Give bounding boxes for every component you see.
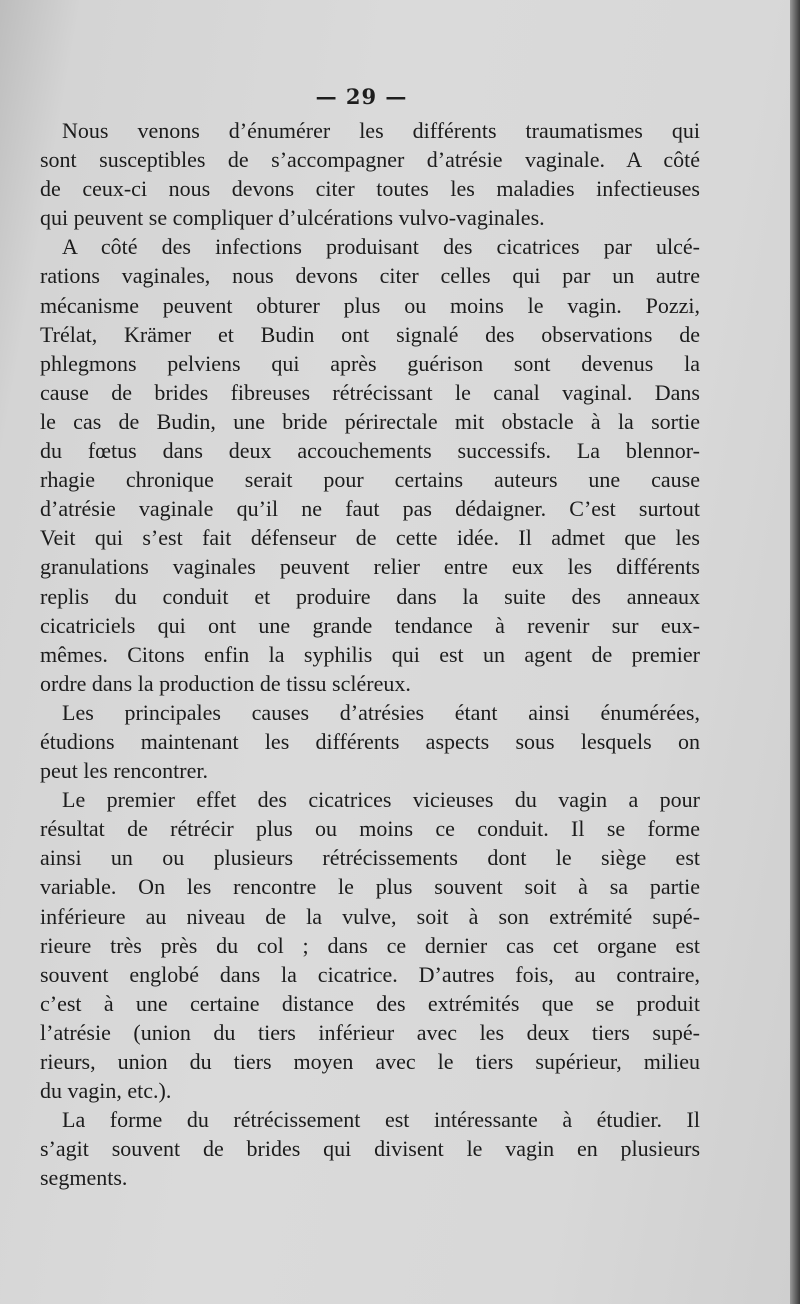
text-line: Le premier effet des cicatrices vicieuses du vagin a pour bbox=[62, 787, 700, 813]
text-line: A côté des infections produisant des cicatrices par ulcé- bbox=[62, 234, 700, 260]
text-line: ainsi un ou plusieurs rétrécissements dont le siège est bbox=[40, 845, 700, 871]
text-line: s’agit souvent de brides qui divisent le vagin en plusieurs bbox=[40, 1136, 700, 1162]
text-line: Trélat, Krämer et Budin ont signalé des observations de bbox=[40, 321, 700, 347]
text-line: segments. bbox=[40, 1165, 128, 1191]
body-text bbox=[40, 116, 700, 1192]
text-line: résultat de rétrécir plus ou moins ce conduit. Il se forme bbox=[40, 816, 700, 842]
text-line: inférieure au niveau de la vulve, soit à son extrémité supé- bbox=[40, 903, 700, 929]
text-line: l’atrésie (union du tiers inférieur avec les deux tiers supé- bbox=[40, 1019, 700, 1045]
text-line: le cas de Budin, une bride périrectale mit obstacle à la sortie bbox=[40, 408, 700, 434]
text-line: souvent englobé dans la cicatrice. D’autres fois, au contraire, bbox=[40, 961, 700, 987]
text-line: peut les rencontrer. bbox=[40, 758, 208, 784]
text-line: mécanisme peuvent obturer plus ou moins le vagin. Pozzi, bbox=[40, 292, 700, 318]
text-line: mêmes. Citons enfin la syphilis qui est un agent de premier bbox=[40, 641, 700, 667]
text-line: La forme du rétrécissement est intéressante à étudier. Il bbox=[62, 1107, 700, 1133]
text-line: sont susceptibles de s’accompagner d’atrésie vaginale. A côté bbox=[40, 147, 700, 173]
text-line: c’est à une certaine distance des extrémités que se produit bbox=[40, 990, 700, 1016]
text-line: cicatriciels qui ont une grande tendance à revenir sur eux- bbox=[40, 612, 700, 638]
text-line: cause de brides fibreuses rétrécissant le canal vaginal. Dans bbox=[40, 379, 700, 405]
paragraph-2 bbox=[40, 232, 700, 698]
paragraph-4 bbox=[40, 785, 700, 1105]
text-line: du fœtus dans deux accouchements successifs. La blennor- bbox=[40, 438, 700, 464]
text-line: qui peuvent se compliquer d’ulcérations vulvo-vaginales. bbox=[40, 205, 545, 231]
text-line: Nous venons d’énumérer les différents traumatismes qui bbox=[62, 118, 700, 143]
text-line: d’atrésie vaginale qu’il ne faut pas dédaigner. C’est surtout bbox=[40, 496, 700, 522]
page-edge-shadow bbox=[790, 0, 800, 1304]
text-line: variable. On les rencontre le plus souvent soit à sa partie bbox=[40, 874, 700, 900]
text-line: Les principales causes d’atrésies étant ainsi énumérées, bbox=[62, 699, 700, 725]
text-line: replis du conduit et produire dans la suite des anneaux bbox=[40, 583, 700, 609]
text-line: rieure très près du col ; dans ce dernier cas cet organe est bbox=[40, 932, 700, 958]
text-line: rhagie chronique serait pour certains auteurs une cause bbox=[40, 467, 700, 493]
text-line: étudions maintenant les différents aspects sous lesquels on bbox=[40, 728, 700, 754]
text-line: rieurs, union du tiers moyen avec le tiers supérieur, milieu bbox=[40, 1049, 700, 1074]
text-line: de ceux-ci nous devons citer toutes les maladies infectieuses bbox=[40, 176, 700, 202]
text-line: rations vaginales, nous devons citer celles qui par un autre bbox=[40, 263, 700, 289]
page-number: — 29 — bbox=[315, 84, 408, 109]
paragraph-3 bbox=[40, 698, 700, 785]
paragraph-1 bbox=[40, 116, 700, 232]
text-line: granulations vaginales peuvent relier entre eux les différents bbox=[40, 554, 700, 580]
text-line: ordre dans la production de tissu scléreux. bbox=[40, 670, 411, 696]
paragraph-5 bbox=[40, 1105, 700, 1192]
text-line: Veit qui s’est fait défenseur de cette idée. Il admet que les bbox=[40, 525, 700, 551]
text-line: phlegmons pelviens qui après guérison sont devenus la bbox=[40, 350, 700, 376]
text-line: du vagin, etc.). bbox=[40, 1078, 172, 1104]
